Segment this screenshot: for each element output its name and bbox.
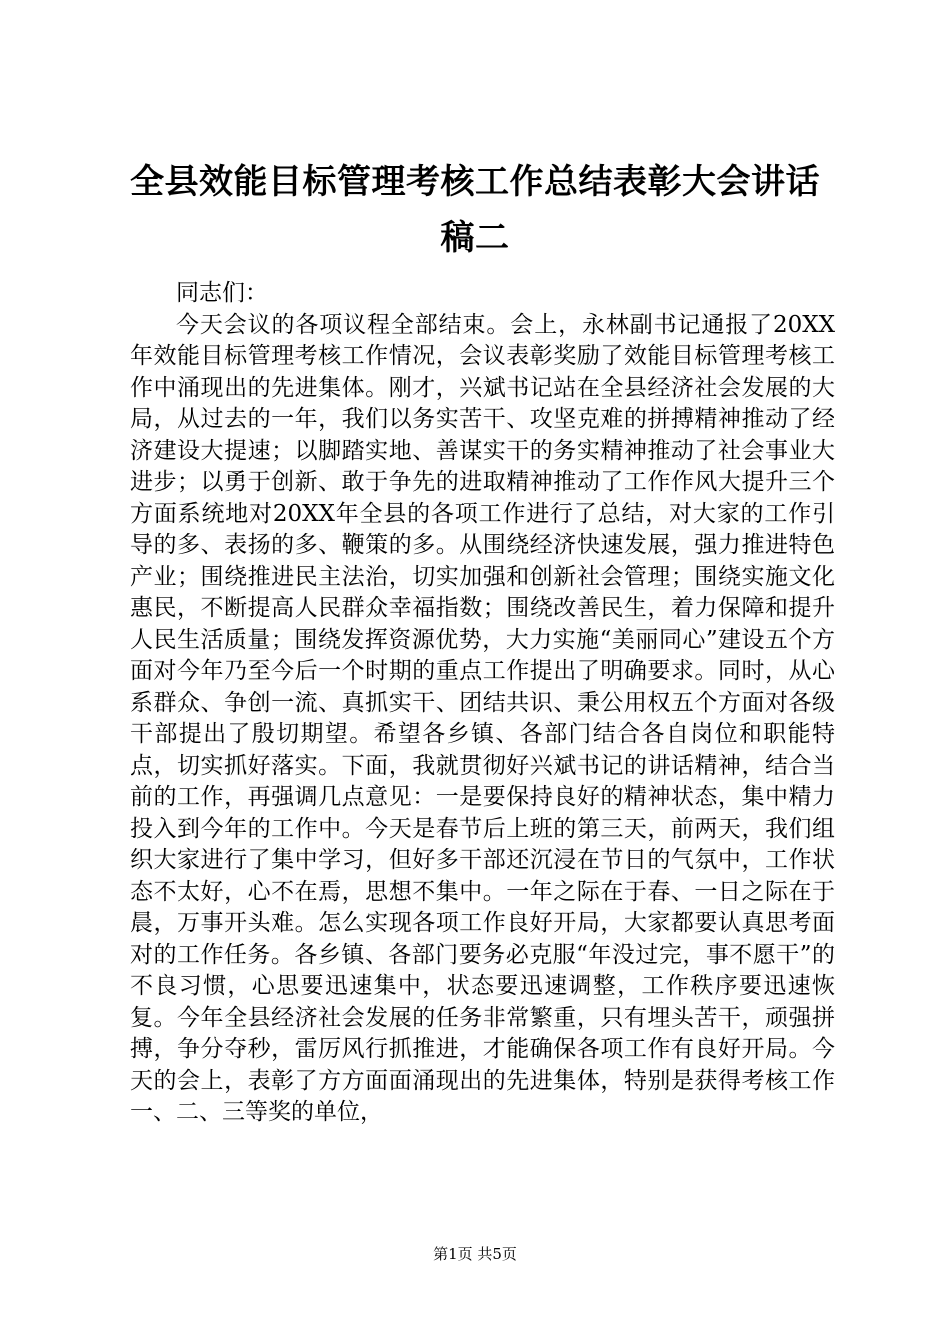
document-title-line2: 稿二: [440, 218, 510, 258]
document-body: [130, 278, 835, 1129]
document-title-line1: 全县效能目标管理考核工作总结表彰大会讲话: [130, 162, 820, 202]
page-number-footer: 第1页 共5页: [433, 1245, 517, 1263]
salutation: 同志们：: [176, 280, 268, 306]
body-paragraph: 今天会议的各项议程全部结束。会上，永林副书记通报了20XX年效能目标管理考核工作情况，会议表彰奖励了效能目标管理考核工作中涌现出的先进集体。刚才，兴斌书记站在全县经济社会发展的大局，从过去的一年，我们以务实苦干、攻坚克难的拼搏精神推动了经济建设大提速；以脚踏实地、善谋实干的务实精神推动了社会事业大进步；以勇于创新、敢于争先的进取精神推动了工作作风大提升三个方面系统地对20XX年全县的各项工作进行了总结，对大家的工作引导的多、表扬的多、鞭策的多。从围绕经济快速发展，强力推进特色产业；围绕推进民主法治，切实加强和创新社会管理；围绕实施文化惠民，不断提高人民群众幸福指数；围绕改善民生，着力保障和提升人民生活质量；围绕发挥资源优势，大力实施“美丽同心”建设五个方面对今年乃至今后一个时期的重点工作提出了明确要求。同时，从心系群众、争创一流、真抓实干、团结共识、秉公用权五个方面对各级干部提出了殷切期望。希望各乡镇、各部门结合各自岗位和职能特点，切实抓好落实。下面，我就贯彻好兴斌书记的讲话精神，结合当前的工作，再强调几点意见：一是要保持良好的精神状态，集中精力投入到今年的工作中。今天是春节后上班的第三天，前两天，我们组织大家进行了集中学习，但好多干部还沉浸在节日的气氛中，工作状态不太好，心不在焉，思想不集中。一年之际在于春、一日之际在于晨，万事开头难。怎么实现各项工作良好开局，大家都要认真思考面对的工作任务。各乡镇、各部门要务必克服“年没过完，事不愿干”的不良习惯，心思要迅速集中，状态要迅速调整，工作秩序要迅速恢复。今年全县经济社会发展的任务非常繁重，只有埋头苦干，顽强拼搏，争分夺秒，雷厉风行抓推进，才能确保各项工作有良好开局。今天的会上，表彰了方方面面涌现出的先进集体，特别是获得考核工作一、二、三等奖的单位，: [130, 311, 835, 1125]
